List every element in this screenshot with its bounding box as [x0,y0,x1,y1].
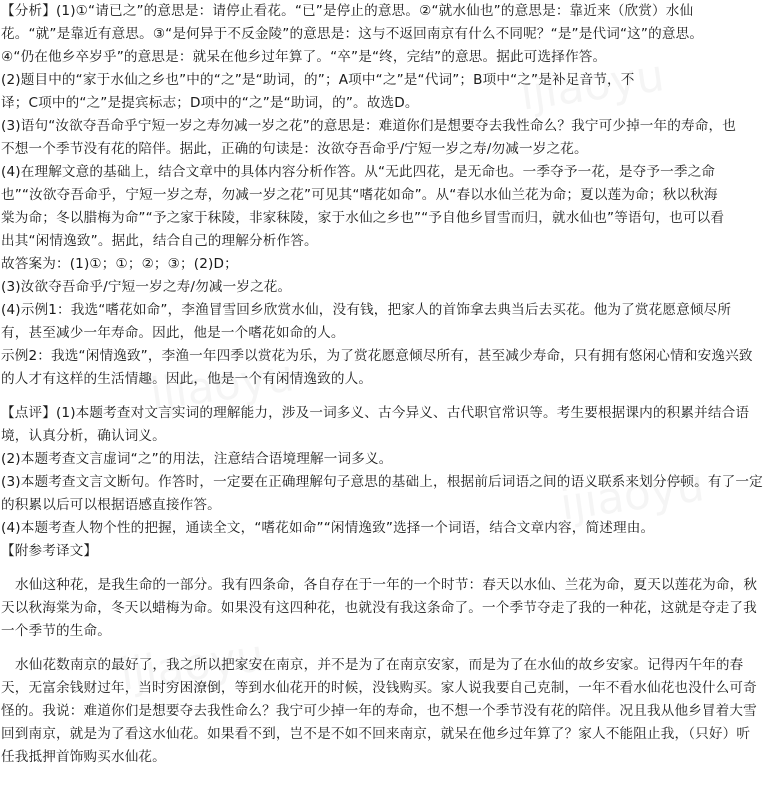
translation-line: 天，无富余钱财过年，当时穷困潦倒，等到水仙花开的时候，没钱购买。家人说我要自己克制，一年不看水仙花也没什么可奇 [1,680,757,696]
answer-line: 有，甚至减少一年寿命。因此，他是一个嗜花如命的人。 [1,325,345,341]
analysis-line: 也”“汝欲夺吾命乎，宁短一岁之寿，勿减一岁之花”可见其“嗜花如命”。从“春以水仙兰花为命；夏以莲为命；秋以秋海 [1,187,718,203]
analysis-line: 出其“闲情逸致”。据此，结合自己的理解分析作答。 [1,233,318,249]
analysis-line: 棠为命；冬以腊梅为命”“予之家于秣陵，非家秣陵，家于水仙之乡也”“予自他乡冒雪而归，就水仙也”等语句，也可以看 [1,210,725,226]
analysis-line: 译；C项中的“之”是提宾标志；D项中的“之”是“助词，的”。故选D。 [1,95,419,111]
analysis-line: (4)在理解文意的基础上，结合文章中的具体内容分析作答。从“无此四花，是无命也。一季夺予一花，是夺予一季之命 [1,164,716,180]
comment-line: 【点评】(1)本题考查对文言实词的理解能力，涉及一词多义、古今异义、古代职官常识等。考生要根据课内的积累并结合语 [1,405,750,421]
comment-line: (2)本题考查文言虚词“之”的用法，注意结合语境理解一词多义。 [1,451,393,467]
comment-line: (3)本题考查文言文断句。作答时，一定要在正确理解句子意思的基础上，根据前后词语之间的语义联系来划分停顿。有了一定 [1,474,763,490]
analysis-line: (3)语句“汝欲夺吾命乎宁短一岁之寿勿减一岁之花”的意思是：难道你们是想要夺去我性命么？我宁可少掉一年的寿命，也 [1,118,737,134]
analysis-section [1,0,777,391]
translation-paragraph-1 [1,574,777,643]
translation-line: 任我抵押首饰购买水仙花。 [1,749,166,765]
answer-line: (4)示例1：我选“嗜花如命”，李渔冒雪回乡欣赏水仙，没有钱，把家人的首饰拿去典当后去买花。他为了赏花愿意倾尽所 [1,302,732,318]
answer-explanation [1,0,777,769]
translation-line: 怪的。我说：难道你们是想要夺去我性命么？我宁可少掉一年的寿命，也不想一个季节没有花的陪伴。况且我从他乡冒着大雪 [1,703,757,719]
analysis-line: 不想一个季节没有花的陪伴。据此，正确的句读是：汝欲夺吾命乎/宁短一岁之寿/勿减一岁之花。 [1,141,588,157]
answer-line: (3)汝欲夺吾命乎/宁短一岁之寿/勿减一岁之花。 [1,279,292,295]
translation-paragraph-2 [1,654,777,769]
analysis-line: 【分析】(1)①“请已之”的意思是：请停止看花。“已”是停止的意思。②“就水仙也”的意思是：靠近来（欣赏）水仙 [1,3,694,19]
comment-line: 的积累以后可以根据语感直接作答。 [1,497,221,513]
comment-line: 境，认真分析，确认词义。 [1,428,166,444]
translation-heading: 【附参考译文】 [1,543,98,559]
translation-line: 一个季节的生命。 [1,623,111,639]
answer-line: 故答案为：(1)①；①；②；③；(2)D； [1,256,238,272]
comment-section [1,402,777,563]
analysis-line: ④“仍在他乡卒岁乎”的意思是：就呆在他乡过年算了。“卒”是“终，完结”的意思。据此可选择作答。 [1,49,607,65]
translation-line: 水仙花数南京的最好了，我之所以把家安在南京，并不是为了在南京安家，而是为了在水仙的故乡安家。记得丙午年的春 [15,657,744,673]
translation-line: 回到南京，就是为了看这水仙花。如果看不到，岂不是不如不回来南京，就呆在他乡过年算了？家人不能阻止我，（只好）听 [1,726,751,742]
analysis-line: 花。“就”是靠近有意思。③“是何异于不反金陵”的意思是：这与不返回南京有什么不同呢？“是”是代词“这”的意思。 [1,26,704,42]
comment-line: (4)本题考查人物个性的把握，通读全文，“嗜花如命”“闲情逸致”选择一个词语，结合文章内容，简述理由。 [1,520,655,536]
analysis-line: (2)题目中的“家于水仙之乡也”中的“之”是“助词，的”；A项中“之”是“代词”；B项中“之”是补足音节，不 [1,72,635,88]
answer-line: 示例2：我选“闲情逸致”，李渔一年四季以赏花为乐，为了赏花愿意倾尽所有，甚至减少寿命，只有拥有悠闲心情和安逸兴致 [1,348,753,364]
answer-line: 的人才有这样的生活情趣。因此，他是一个有闲情逸致的人。 [1,371,373,387]
translation-line: 水仙这种花，是我生命的一部分。我有四条命，各自存在于一年的一个时节：春天以水仙、兰花为命，夏天以莲花为命，秋 [15,577,758,593]
translation-line: 天以秋海棠为命，冬天以蜡梅为命。如果没有这四种花，也就没有我这条命了。一个季节夺走了我的一种花，这就是夺走了我 [1,600,757,616]
